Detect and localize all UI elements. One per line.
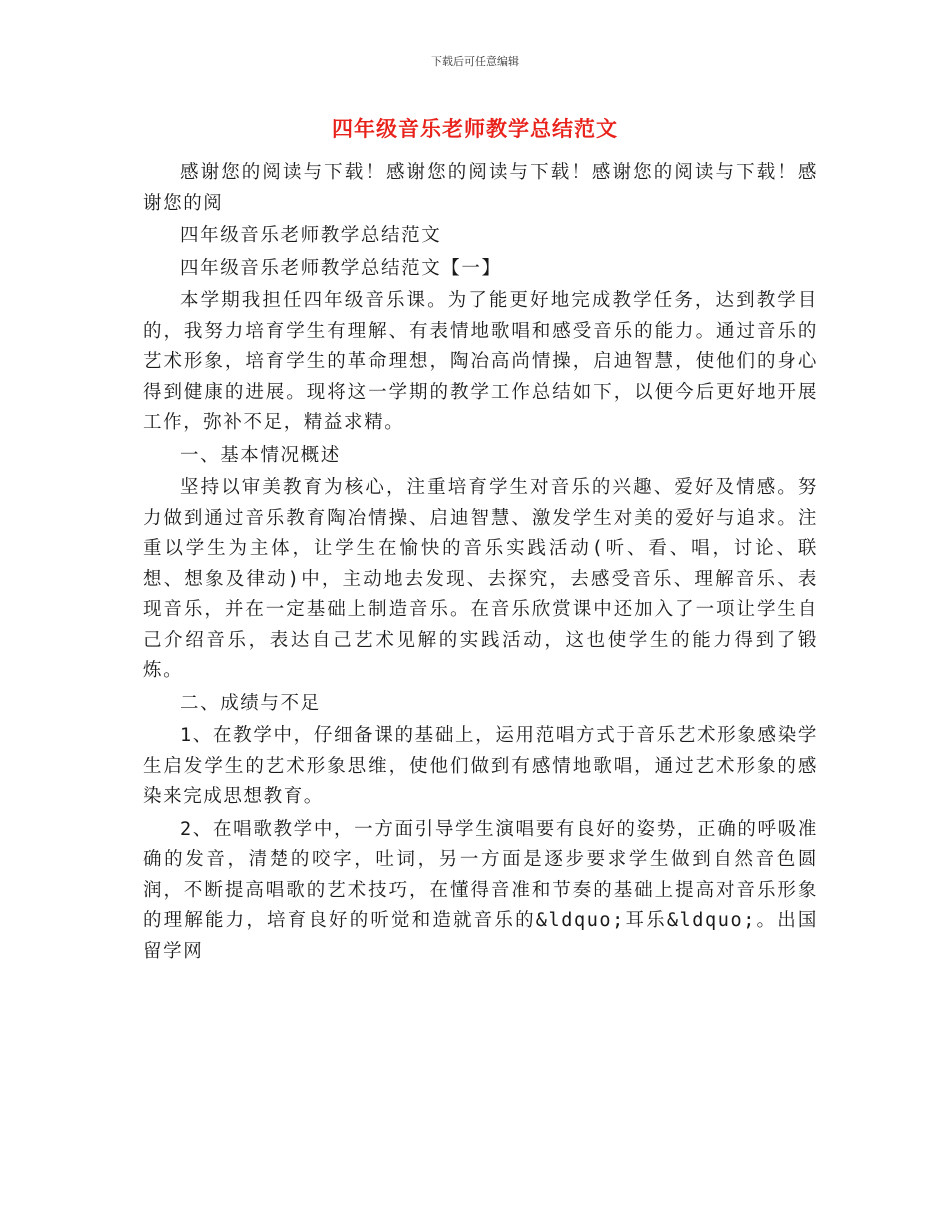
paragraph-point-1: 1、在教学中，仔细备课的基础上，运用范唱方式于音乐艺术形象感染学生启发学生的艺术形象思维，使他们做到有感情地歌唱，通过艺术形象的感染来完成思想教育。: [143, 725, 818, 807]
header-note: 下载后可任意编辑: [431, 55, 519, 68]
paragraph-aesthetic-education: 坚持以审美教育为核心，注重培育学生对音乐的兴趣、爱好及情感。努力做到通过音乐教育陶冶情操、启迪智慧、激发学生对美的爱好与追求。注重以学生为主体，让学生在愉快的音乐实践活动(听、看、唱，讨论、联想、想象及律动)中，主动地去发现、去探究，去感受音乐、理解音乐、表现音乐，并在一定基础上制造音乐。在音乐欣赏课中还加入了一项让学生自己介绍音乐，表达自己艺术见解的实践活动，这也使学生的能力得到了锻炼。: [143, 477, 818, 681]
document-title: 四年级音乐老师教学总结范文: [332, 116, 618, 141]
paragraph-point-2: 2、在唱歌教学中，一方面引导学生演唱要有良好的姿势，正确的呼吸准确的发音，清楚的咬字，吐词，另一方面是逐步要求学生做到自然音色圆润，不断提高唱歌的艺术技巧，在懂得音准和节奏的基础上提高对音乐形象的理解能力，培育良好的听觉和造就音乐的&ldquo;耳乐&ldquo;。出国留学网: [143, 818, 818, 962]
paragraph-intro: 感谢您的阅读与下载！感谢您的阅读与下载！感谢您的阅读与下载！感谢您的阅: [143, 162, 818, 214]
paragraph-section-one-title: 四年级音乐老师教学总结范文【一】: [180, 257, 502, 279]
heading-results-shortcomings: 二、成绩与不足: [180, 692, 321, 714]
paragraph-semester-overview: 本学期我担任四年级音乐课。为了能更好地完成教学任务，达到教学目的，我努力培育学生有理解、有表情地歌唱和感受音乐的能力。通过音乐的艺术形象，培育学生的革命理想，陶冶高尚情操，启迪智慧，使他们的身心得到健康的进展。现将这一学期的教学工作总结如下，以便今后更好地开展工作，弥补不足，精益求精。: [143, 290, 818, 433]
paragraph-subtitle: 四年级音乐老师教学总结范文: [180, 225, 442, 246]
heading-basic-overview: 一、基本情况概述: [180, 444, 341, 466]
document-body: [143, 158, 818, 969]
